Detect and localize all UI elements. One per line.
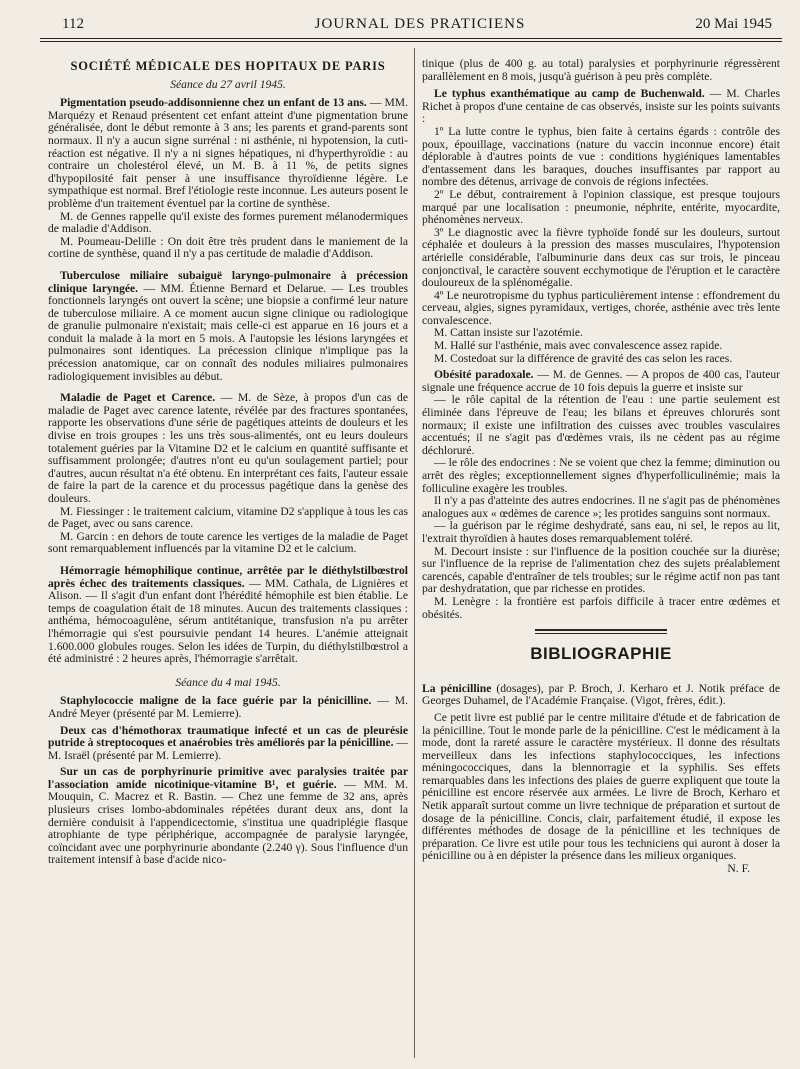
article-text: — M. Charles Richet à propos d'une centaine de cas observés, insiste sur les points suivants : <box>422 87 780 126</box>
article <box>48 392 408 505</box>
paragraph: tinique (plus de 400 g. au total) paralysies et porphyrinurie régressèrent parallèlement en 8 mois, jusqu'à guérison à peu près complète. <box>422 58 780 83</box>
paragraph: M. Hallé sur l'asthénie, mais avec convalescence assez rapide. <box>434 339 723 353</box>
article <box>48 695 408 720</box>
article-text: — MM. Étienne Bernard et Delarue. — Les troubles fonctionnels laryngés ont ouvert la scène; une biopsie a confirmé leur nature de tuberculose miliaire. A ce moment aucun signe clinique ou radiologique de granulie pulmonaire n'existait; mais celle-ci est apparue en 16 jours et a conduit la malade à la mort en 5 mois. A l'autopsie les lésions laryngées et pulmonaires sont identiques. La précession clinique n'implique pas la précession anatomique, car on connaît des nodules miliaires pulmonaires radiologiquement invisibles au début. <box>48 281 408 383</box>
article-title: Staphylococcie maligne de la face guérie par la pénicilline. <box>60 694 372 708</box>
article-title: Deux cas d'hémothorax traumatique infecté et un cas de pleurésie putride à streptocoques et anaérobies très améliorés par la pénicilline. <box>48 723 408 750</box>
paragraph: M. Costedoat sur la différence de gravité des cas selon les races. <box>434 351 733 365</box>
article-title: Maladie de Paget et Carence. <box>60 391 216 405</box>
article <box>422 369 780 394</box>
article-text: — M. Israël (présenté par M. Lemierre). <box>48 736 408 762</box>
paragraph: M. de Gennes rappelle qu'il existe des formes purement mélanodermiques de maladie d'Addison. <box>48 209 408 236</box>
article <box>48 766 408 867</box>
article <box>48 725 408 763</box>
paragraph: Il n'y a pas d'atteinte des autres endocrines. Il ne s'agit pas de phénomènes analogues aux « œdèmes de carence »; les protides sanguins sont normaux. <box>422 494 780 520</box>
section-rule <box>535 633 667 634</box>
book-title: La pénicilline <box>422 681 492 695</box>
article-text: — MM. Cathala, de Lignières et Alison. — Il s'agit d'un enfant dont l'hérédité hémophile est bien établie. Le temps de coagulation était de 18 minutes. Aucun des traitements classiques : anthéma, hémocoagulène, sérum antitétanique, transfusion n'a pu arrêter l'hémorragie qui s'est poursuivie pendant 14 heures. L'anémie atteignait 1.600.000 globules rouges. Selon les idées de Turpin, du diéthylstilbœstrol a été administré : 2 heures après, l'hémorragie s'arrêtait. <box>48 576 408 666</box>
session-date: Séance du 27 avril 1945. <box>170 77 286 91</box>
article-title: Hémorragie hémophilique continue, arrêtée par le diéthylstilbœstrol après échec des traitements classiques. <box>48 563 408 590</box>
article <box>48 97 408 210</box>
left-column <box>48 58 408 1058</box>
paragraph: 1º La lutte contre le typhus, bien faite à certains égards : contrôle des poux, épouillage, vaccinations (nature du vaccin inconnue encore) était déplorable à d'autres points de vue : conditions hygiéniques lamentables d'entassement dans les baraques, douches insuffisantes par rapport au nombre des détenus, arrivage de convois de régions infectées. <box>422 124 780 189</box>
paragraph: — le rôle capital de la rétention de l'eau : une partie seulement est éliminée dans l'épreuve de l'eau; les bilans et épreuves chlorurés sont normaux; il existe une infiltration des cuisses avec troubles vasculaires accentués; il ne s'agit pas d'œdèmes vrais, ils ne cèdent pas au régime déchloruré. <box>422 393 780 457</box>
article-title: Pigmentation pseudo-addisonnienne chez un enfant de 13 ans. <box>60 96 367 110</box>
article-text: — MM. M. Mouquin, C. Macrez et R. Bastin. — Chez une femme de 32 ans, après plusieurs crises lombo-abdominales répétées durant deux ans, dont la dernière conduisit à l'appendicectomie, s'institua une quadriplégie flasque atrophiante de type périphérique, accompagnée de paralysie laryngée, coïncidant avec une porphyrinurie abondante (2.240 γ). Sous l'influence d'un traitement intensif à base d'acide nico- <box>48 777 408 867</box>
article-title: Obésité paradoxale. <box>434 368 534 382</box>
review-text: Ce petit livre est publié par le centre militaire d'étude et de fabrication de la pénicilline. Tout le monde parle de la pénicilline. C'est le médicament à la mode, dont la rareté assure le caractère mystérieux. Il donne des résultats merveilleux dans les infections staphylococciques, les infections méningococciques, dans la blennorragie et la syphilis. Ses effets remarquables dans les infections des plaies de guerre expliquent que toute la pénicilline est encore réservée aux armées. Le livre de Broch, Kerharo et Netik apparaît surtout comme un livre technique de préparation et surtout de dosage de la pénicilline. Concis, clair, parfaitement étudié, il expose les différentes méthodes de dosage de la pénicilline et les techniques de préparation. Ce livre est utile pour tous les techniciens qui auront à doser la pénicilline ou à en dépister la présence dans les milieux organiques. <box>422 710 780 863</box>
issue-date: 20 Mai 1945 <box>695 16 772 32</box>
article <box>48 565 408 666</box>
column-divider <box>414 48 415 1058</box>
paragraph: 3º Le diagnostic avec la fièvre typhoïde fondé sur les douleurs, surtout céphalée et douleurs à la pression des masses musculaires, l'hypotension artérielle considérable, l'albuminurie dans deux cas sur trois, le pinceau conjonctival, le caractère souvent ecchymotique de l'éruption et le caractère douloureux de la splénomégalie. <box>422 225 780 290</box>
bibliography-heading: BIBLIOGRAPHIE <box>530 644 672 664</box>
signature: N. F. <box>727 862 750 876</box>
article <box>48 270 408 383</box>
paragraph: 2º Le début, contrairement à l'opinion classique, est presque toujours marqué par une localisation : pneumonie, néphrite, entérite, myocardite, phénomènes nerveux. <box>422 187 780 227</box>
paragraph: M. Fiessinger : le traitement calcium, vitamine D2 s'applique à tous les cas de Paget, avec ou sans carence. <box>48 504 408 531</box>
article-text: — M. de Sèze, à propos d'un cas de maladie de Paget avec carence latente, révélée par des fractures spontanées, rapporte les observations d'une série de pagétiques atteints de douleurs et les divise en trois groupes : les uns très sous-alimentés, ont eu leurs douleurs totalement guéries par la Vitamine D2 et le calcium en quantité suffisante et suffisamment prolongée; d'autres n'ont eu qu'un soulagement partiel; pour d'autres, aucun résultat n'a été obtenu. En interprétant ces faits, l'auteur essaie de faire la part de la carence et du processus pagétique dans la genèse des douleurs. <box>48 391 408 505</box>
paragraph: M. Garcin : en dehors de toute carence les vertiges de la maladie de Paget sont remarquablement influencés par la vitamine D2 et le calcium. <box>48 529 408 556</box>
header-rule <box>40 38 782 39</box>
paragraph: — le rôle des endocrines : Ne se voient que chez la femme; diminution ou arrêt des règles; exceptionnellement signes d'hyperfolliculinémie; mais la folliculine exagère les troubles. <box>422 456 780 495</box>
article-text: — MM. Marquézy et Renaud présentent cet enfant atteint d'une pigmentation brune généralisée, dont le début remonte à 3 ans; les parents et grand-parents sont normaux. Il n'y a aucun signe surrénal : ni asthénie, ni hypotension, la cuti-réaction est négative. Il n'y a ni signes hépatiques, ni d'hyperthyroïdie : au contraire un cholestérol élevé, un M. B. à 11 %, de petits signes d'hypopilosité fait penser à une insuffisance thyroïdienne légère. Le sympathique est normal. Bref l'étiologie reste inconnue. Les auteurs posent le problème d'un traitement éventuel par la cortine de synthèse. <box>48 96 408 210</box>
right-column <box>422 58 780 1058</box>
article-title: Le typhus exanthématique au camp de Buchenwald. <box>434 87 705 101</box>
article-text: — M. André Meyer (présenté par M. Lemierre). <box>48 694 408 720</box>
paragraph: M. Cattan insiste sur l'azotémie. <box>434 326 583 340</box>
article <box>422 88 780 126</box>
book-reference <box>422 683 780 708</box>
book-details: (dosages), par P. Broch, J. Kerharo et J. Notik préface de Georges Duhamel, de l'Académie Française. (Vigot, frères, édit.). <box>422 681 780 708</box>
paragraph: M. Poumeau-Delille : On doit être très prudent dans le maniement de la cortine de synthèse, quand il n'y a pas certitude de maladie d'Addison. <box>48 234 408 261</box>
section-rule <box>535 629 667 631</box>
society-heading: SOCIÉTÉ MÉDICALE DES HOPITAUX DE PARIS <box>70 59 386 73</box>
paragraph: M. Decourt insiste : sur l'influence de la position couchée sur la diurèse; sur l'influence de la reprise de l'alimentation chez des sujets préalablement carencés, capable d'entraîner de tels troubles; sur le régime actif non pas tant par deshydratation, que par richesse en protides. <box>422 544 780 596</box>
journal-title: JOURNAL DES PRATICIENS <box>314 16 526 32</box>
page-number: 112 <box>62 16 84 32</box>
article-text: — M. de Gennes. — A propos de 400 cas, l'auteur signale une fréquence accrue de 10 fois depuis la guerre et insiste sur <box>422 368 780 394</box>
paragraph: 4º Le neurotropisme du typhus particulièrement intense : effondrement du cerveau, algies, signes pyramidaux, vertiges, chorée, asthénie avec très lente convalescence. <box>422 288 780 327</box>
article-title: Tuberculose miliaire subaiguë laryngo-pulmonaire à précession clinique laryngée. <box>48 268 408 295</box>
article-title: Sur un cas de porphyrinurie primitive avec paralysies traitée par l'association amide nicotinique-vitamine B¹, et guérie. <box>48 765 408 791</box>
paragraph: M. Lenègre : la frontière est parfois difficile à tracer entre œdèmes et obésités. <box>422 594 780 621</box>
session-date: Séance du 4 mai 1945. <box>175 675 281 689</box>
header-rule-double <box>40 41 782 42</box>
paragraph: — la guérison par le régime deshydraté, sans eau, ni sel, le repos au lit, l'extrait thyroïdien à hautes doses remarquablement toléré. <box>422 519 780 545</box>
